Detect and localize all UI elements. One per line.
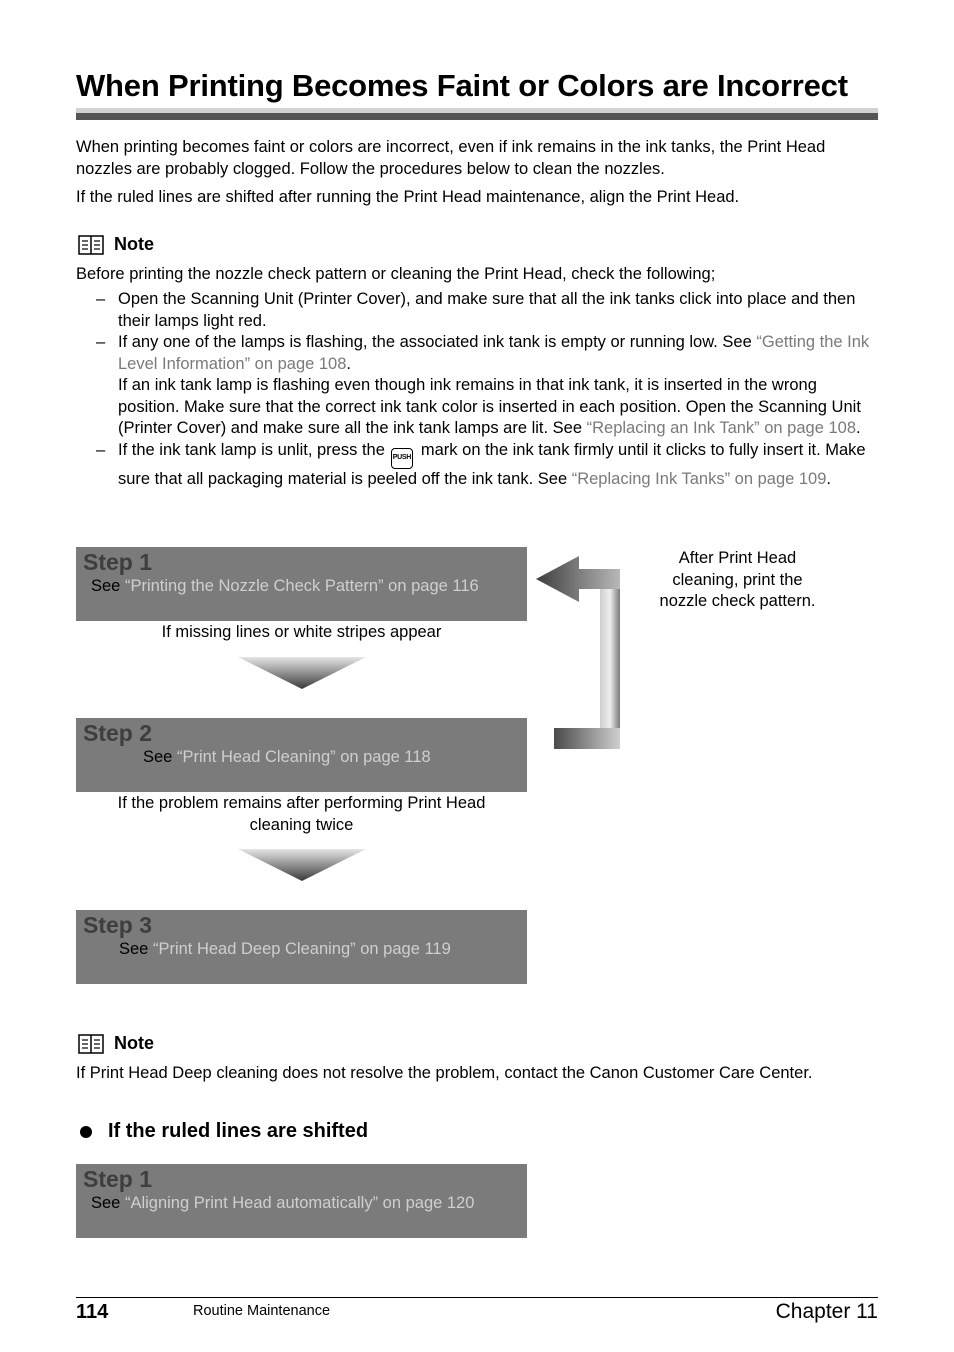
- link-print-head-cleaning[interactable]: “Print Head Cleaning” on page 118: [176, 748, 431, 766]
- link-deep-cleaning[interactable]: “Print Head Deep Cleaning” on page 119: [152, 940, 451, 958]
- note-heading-label: Note: [114, 234, 154, 254]
- intro-paragraph-align: If the ruled lines are shifted after running the Print Head maintenance, align the Print Head.: [76, 188, 740, 206]
- note-heading: [78, 234, 154, 255]
- step-reference: See “Print Head Deep Cleaning” on page 119: [119, 940, 451, 958]
- page-title: When Printing Becomes Faint or Colors are Incorrect: [76, 68, 848, 103]
- step-label: Step 1: [83, 1166, 153, 1192]
- step-reference: See “Printing the Nozzle Check Pattern” on page 116: [91, 577, 479, 595]
- list-item: – Open the Scanning Unit (Printer Cover), and make sure that all the ink tanks click into place and then their lamps light red.: [96, 290, 856, 330]
- link-ink-level[interactable]: “Getting the Ink Level Information” on page 108: [118, 333, 870, 373]
- section-heading-label: If the ruled lines are shifted: [108, 1120, 369, 1142]
- push-mark-icon: PUSH: [391, 448, 413, 469]
- section-heading: [80, 1120, 368, 1143]
- condition-text-2: If the problem remains after performing Print Head cleaning twice: [117, 794, 486, 834]
- step-label: Step 1: [83, 549, 153, 575]
- note-lead: Before printing the nozzle check pattern or cleaning the Print Head, check the following;: [76, 265, 716, 283]
- footer-divider: [76, 1297, 878, 1298]
- footer-section-name: Routine Maintenance: [193, 1303, 331, 1319]
- title-underline-dark: [76, 113, 878, 120]
- step-label: Step 3: [83, 912, 153, 938]
- step-box-3: [76, 910, 527, 984]
- link-replacing-ink-tanks[interactable]: “Replacing Ink Tanks” on page 109: [571, 469, 827, 488]
- link-nozzle-check[interactable]: “Printing the Nozzle Check Pattern” on page 116: [124, 577, 479, 595]
- loop-back-arrow-icon: [534, 554, 624, 752]
- list-item: – If the ink tank lamp is unlit, press the PUSH mark on the ink tank firmly until it clicks to fully insert it. Make sure that all packaging material is peeled off the ink tank. See “Replacing Ink Tanks” on page 109.: [96, 440, 866, 488]
- note-heading: [78, 1033, 154, 1054]
- note-text: If Print Head Deep cleaning does not resolve the problem, contact the Canon Customer Care Center.: [76, 1064, 813, 1082]
- footer-chapter: Chapter 11: [775, 1300, 878, 1323]
- step-label: Step 2: [83, 720, 153, 746]
- note-heading-label: Note: [114, 1033, 154, 1053]
- note-book-icon: [78, 1034, 104, 1054]
- step-box-1: [76, 547, 527, 621]
- down-arrow-icon: [238, 655, 368, 691]
- step-box-align: [76, 1164, 527, 1238]
- step-reference: See “Aligning Print Head automatically” on page 120: [91, 1194, 475, 1212]
- link-aligning-print-head[interactable]: “Aligning Print Head automatically” on page 120: [124, 1194, 475, 1212]
- bullet-icon: [80, 1126, 92, 1138]
- page-number: 114: [76, 1301, 109, 1323]
- loop-back-note: After Print Head cleaning, print the nozzle check pattern.: [659, 549, 816, 610]
- down-arrow-icon: [238, 847, 368, 883]
- intro-paragraph: When printing becomes faint or colors are incorrect, even if ink remains in the ink tanks, the Print Head nozzles are probably clogged. Follow the procedures below to clean the nozzles.: [76, 138, 826, 178]
- list-item: – If any one of the lamps is flashing, the associated ink tank is empty or running low. See “Getting the Ink Level Information” on page 108. If an ink tank lamp is flashing even though ink remains in that ink tank, it is inserted in the wrong position. Make sure that the correct ink tank color is inserted in each position. Open the Scanning Unit (Printer Cover) and make sure all the ink tank lamps are lit. See “Replacing an Ink Tank” on page 108.: [96, 333, 870, 437]
- condition-text-1: If missing lines or white stripes appear: [161, 623, 442, 641]
- step-reference: See “Print Head Cleaning” on page 118: [143, 748, 431, 766]
- step-box-2: [76, 718, 527, 792]
- note-book-icon: [78, 235, 104, 255]
- link-replacing-ink-tank[interactable]: “Replacing an Ink Tank” on page 108: [586, 419, 857, 437]
- note-checklist: [96, 289, 878, 490]
